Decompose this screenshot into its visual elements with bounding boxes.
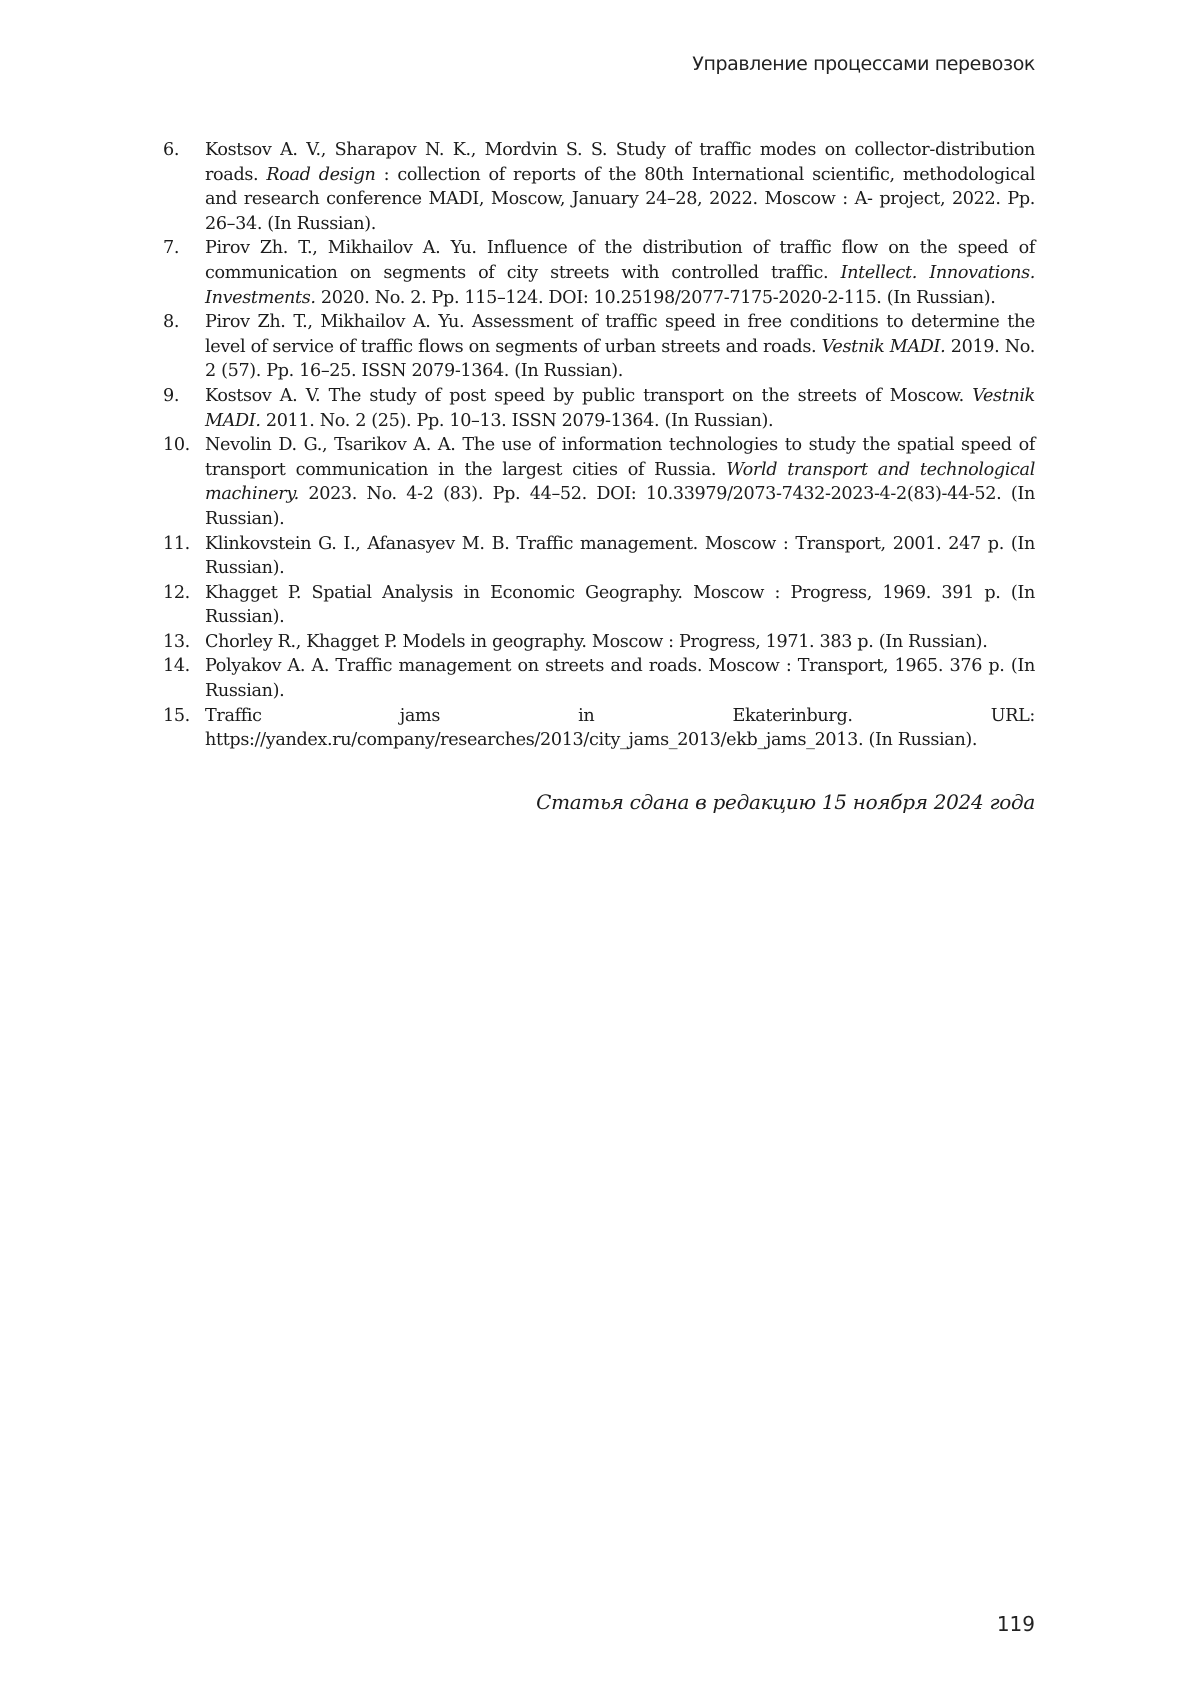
reference-number: 6. [163,140,180,160]
reference-item [163,310,1035,384]
reference-segment: 2019. No. 2 (57). Pp. 16–25. ISSN 2079-1364. (In Russian). [205,336,1035,382]
reference-number: 11. [163,533,190,554]
reference-number: 14. [163,656,190,677]
reference-source-title: World transport and technological machinery. [205,459,1035,505]
reference-item [163,630,1035,655]
reference-source-title: Intellect. Innovations. Investments. [205,262,1035,308]
reference-segment: 2011. No. 2 (25). Pp. 10–13. ISSN 2079-1364. (In Russian). [260,410,774,431]
page-number: 119 [996,1612,1035,1636]
reference-text [205,532,1035,581]
reference-text [205,433,1035,531]
reference-segment: Khagget P. Spatial Analysis in Economic Geography. Moscow : Progress, 1969. 391 p. (In Russian). [205,582,1035,628]
reference-text [205,581,1035,630]
reference-text [205,630,1035,655]
reference-segment: Chorley R., Khagget P. Models in geography. Moscow : Progress, 1971. 383 p. (In Russian). [205,631,988,652]
received-date-note: Статья сдана в редакцию 15 ноября 2024 года [536,790,1035,814]
reference-segment: Nevolin D. G., Tsarikov A. A. The use of information technologies to study the spatial speed of transport communication in the largest cities of Russia. [205,435,1035,480]
reference-item [163,433,1035,531]
reference-source-title: Road design [266,164,376,185]
reference-number: 15. [163,705,190,726]
reference-text [205,704,1035,753]
reference-source-title: Vestnik MADI. [821,336,946,357]
reference-text [205,654,1035,703]
reference-segment: Pirov Zh. T., Mikhailov A. Yu. Influence of the distribution of traffic flow on the speed of communication on segments of city streets with controlled traffic. [205,238,1035,283]
reference-segment: Pirov Zh. T., Mikhailov A. Yu. Assessment of traffic speed in free conditions to determine the level of service of traffic flows on segments of urban streets and roads. [205,312,1035,357]
reference-segment: Kostsov A. V., Sharapov N. K., Mordvin S. S. Study of traffic modes on collector-distribution roads. [205,140,1035,185]
reference-segment: Polyakov A. A. Traffic management on streets and roads. Moscow : Transport, 1965. 376 p. (In Russian). [205,656,1035,702]
reference-item [163,236,1035,310]
reference-number: 13. [163,631,190,652]
reference-item [163,138,1035,236]
reference-source-title: Vestnik MADI. [205,385,1035,431]
reference-segment: : collection of reports of the 80th International scientific, methodological and research conference MADI, Moscow, January 24–28, 2022. Moscow : A- project, 2022. Pp. 26–34. (In Russian). [205,164,1035,234]
reference-segment: Kostsov A. V. The study of post speed by public transport on the streets of Moscow. [205,385,973,406]
running-head: Управление процессами перевозок [692,53,1035,75]
reference-item [163,654,1035,703]
reference-item [163,704,1035,753]
reference-item [163,581,1035,630]
reference-list [163,138,1035,753]
reference-text [205,236,1035,310]
reference-number: 10. [163,435,190,456]
reference-number: 8. [163,312,180,333]
reference-number: 12. [163,582,190,603]
reference-number: 9. [163,385,180,406]
reference-text [205,138,1035,236]
reference-segment: Traffic jams in Ekaterinburg. URL: https://yandex.ru/company/researches/2013/city_jams_2013/ekb_jams_2013. (In Russian). [205,705,1035,751]
reference-number: 7. [163,238,180,259]
reference-segment: Klinkovstein G. I., Afanasyev M. B. Traffic management. Moscow : Transport, 2001. 247 p. (In Russian). [205,533,1035,579]
reference-text [205,310,1035,384]
reference-item [163,532,1035,581]
reference-text [205,384,1035,433]
reference-segment: 2020. No. 2. Pp. 115–124. DOI: 10.25198/2077-7175-2020-2-115. (In Russian). [315,287,996,308]
reference-segment: 2023. No. 4-2 (83). Pp. 44–52. DOI: 10.33979/2073-7432-2023-4-2(83)-44-52. (In Russian). [205,484,1035,529]
reference-item [163,384,1035,433]
